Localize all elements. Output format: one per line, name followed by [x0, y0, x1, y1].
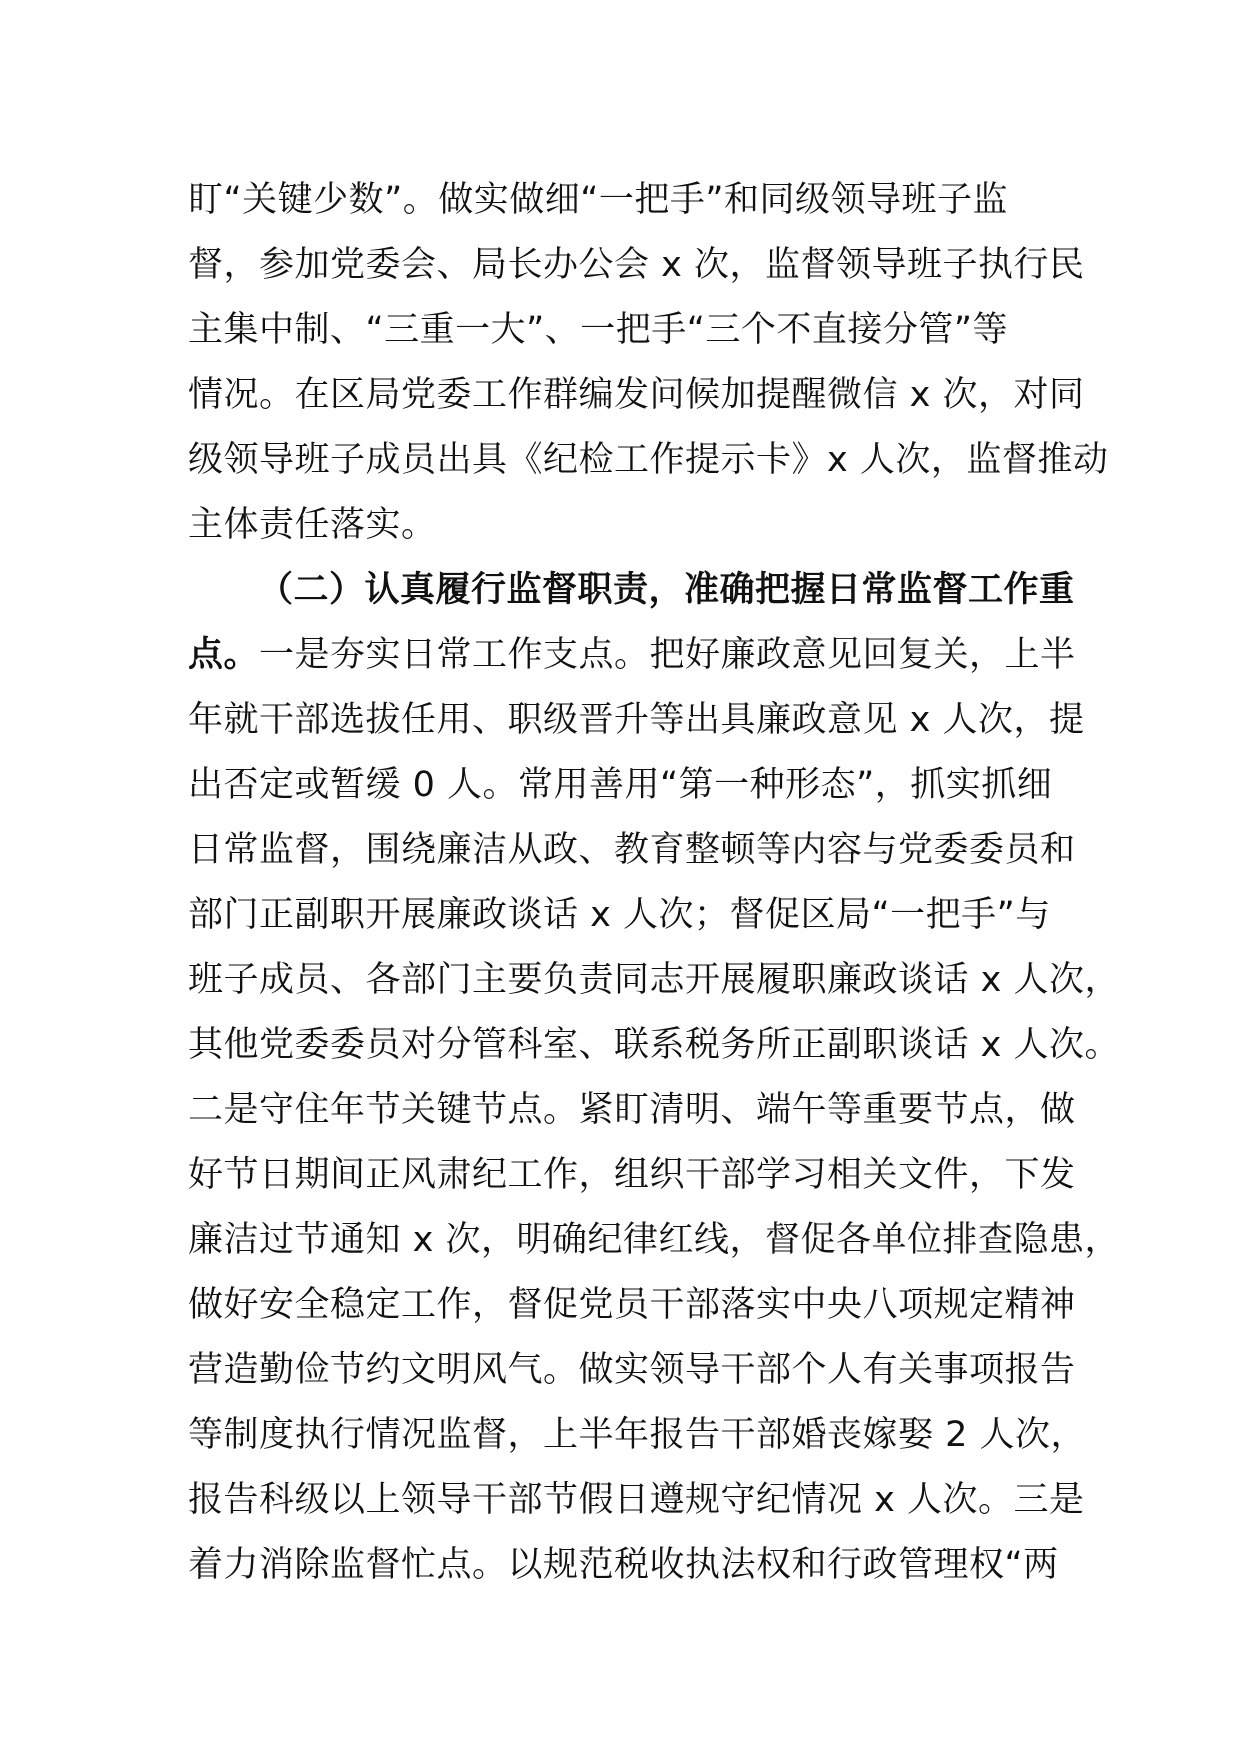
paragraph-2-line-3: 年就干部选拔任用、职级晋升等出具廉政意见 x 人次，提 [188, 700, 1085, 740]
paragraph-2-line-6: 部门正副职开展廉政谈话 x 人次；督促区局“一把手”与 [188, 895, 1051, 935]
paragraph-2-line-2 [188, 623, 1088, 688]
paragraph-2-line-4: 出否定或暂缓 0 人。常用善用“第一种形态”，抓实抓细 [188, 765, 1053, 805]
paragraph-2-line-7: 班子成员、各部门主要负责同志开展履职廉政谈话 x 人次， [188, 960, 1120, 1000]
paragraph-2-line-14: 等制度执行情况监督，上半年报告干部婚丧嫁娶 2 人次， [188, 1415, 1087, 1455]
paragraph-1-line-6: 主体责任落实。 [188, 505, 437, 545]
paragraph-1-line-5: 级领导班子成员出具《纪检工作提示卡》x 人次，监督推动 [188, 440, 1109, 480]
paragraph-2-line-10: 好节日期间正风肃纪工作，组织干部学习相关文件，下发 [188, 1155, 1076, 1195]
paragraph-2-line-2-text: 一是夯实日常工作支点。把好廉政意见回复关，上半 [259, 635, 1076, 675]
paragraph-2-line-11: 廉洁过节通知 x 次，明确纪律红线，督促各单位排查隐患， [188, 1220, 1120, 1260]
paragraph-1-line-1: 盯“关键少数”。做实做细“一把手”和同级领导班子监 [188, 180, 1009, 220]
paragraph-2-line-8: 其他党委委员对分管科室、联系税务所正副职谈话 x 人次。 [188, 1025, 1120, 1065]
section-heading-end: 点。 [188, 635, 260, 675]
paragraph-1-line-4: 情况。在区局党委工作群编发问候加提醒微信 x 次，对同 [188, 375, 1085, 415]
paragraph-2-line-13: 营造勤俭节约文明风气。做实领导干部个人有关事项报告 [188, 1350, 1076, 1390]
paragraph-2-line-9: 二是守住年节关键节点。紧盯清明、端午等重要节点，做 [188, 1090, 1076, 1130]
document-body [188, 168, 1120, 1598]
section-heading: （二）认真履行监督职责，准确把握日常监督工作重 [258, 570, 1075, 610]
paragraph-1-line-3: 主集中制、“三重一大”、一把手“三个不直接分管”等 [188, 310, 1009, 350]
paragraph-2-line-16: 着力消除监督忙点。以规范税收执法权和行政管理权“两 [188, 1545, 1059, 1585]
paragraph-1-line-2: 督，参加党委会、局长办公会 x 次，监督领导班子执行民 [188, 245, 1085, 285]
paragraph-2-line-5: 日常监督，围绕廉洁从政、教育整顿等内容与党委委员和 [188, 830, 1076, 870]
paragraph-2-line-12: 做好安全稳定工作，督促党员干部落实中央八项规定精神 [188, 1285, 1076, 1325]
paragraph-2-line-15: 报告科级以上领导干部节假日遵规守纪情况 x 人次。三是 [188, 1480, 1085, 1520]
